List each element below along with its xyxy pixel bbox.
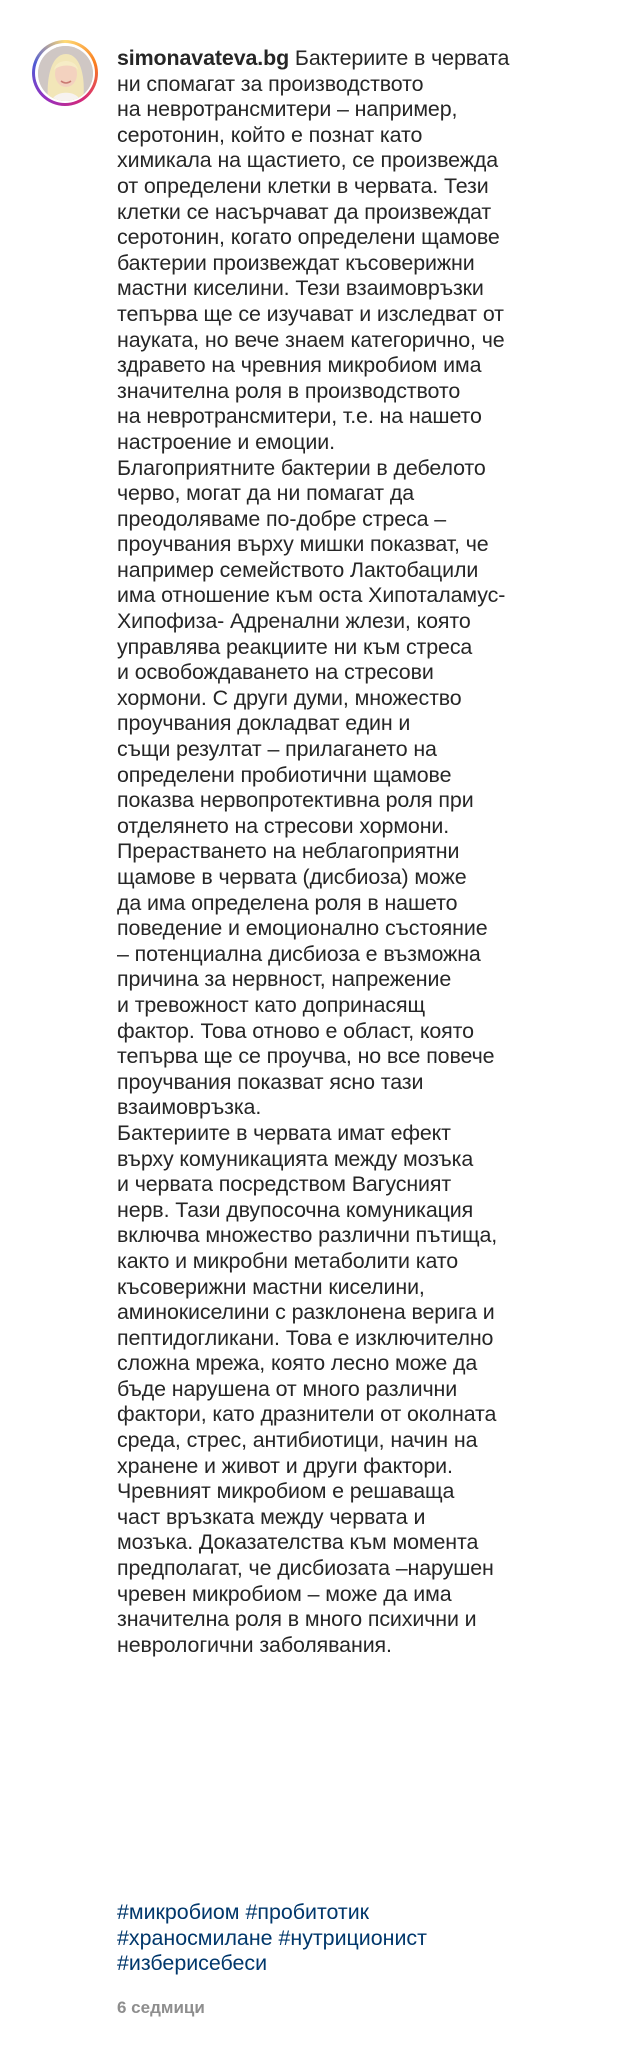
caption-line-text: сложна мрежа, която лесно може да [117,1351,478,1376]
caption-line [117,1249,622,1275]
caption-line [117,1351,622,1377]
caption-line-text: Бактериите в червата имат ефект [117,1120,451,1145]
caption-line-text: – потенциална дисбиоза е възможна [117,941,481,966]
caption-line-text: аминокиселини с разклонена верига и [117,1300,495,1325]
caption-line [117,942,622,968]
caption-line [117,1300,622,1326]
caption-line-text: хормони. С други думи, множество [117,685,462,710]
caption-line-text: черво, могат да ни помагат да [117,481,415,506]
caption-line-text: чревен микробиом – може да има [117,1581,452,1606]
caption-line [117,276,622,302]
caption-line [117,635,622,661]
caption-line-text: Благоприятните бактерии в дебелото [117,455,486,480]
caption-line-text: проучвания върху мишки показват, че [117,532,489,557]
caption-line [117,583,622,609]
caption-line [117,353,622,379]
caption-line [117,1019,622,1045]
caption-line [117,1556,622,1582]
caption-line-text: пептидогликани. Това е изключително [117,1325,494,1350]
caption-line [117,507,622,533]
caption-line-text: включва множество различни пътища, [117,1223,498,1248]
caption-line-text: проучвания показват ясно тази [117,1069,424,1094]
caption-line [117,379,622,405]
caption-line-text: мозъка. Доказателства към момента [117,1530,479,1555]
caption-line-text: отделянето на стресови хормони. [117,813,450,838]
caption-line-text: хранене и живот и други фактори. [117,1453,453,1478]
caption-line-text: определени пробиотични щамове [117,762,452,787]
caption-line [117,1454,622,1480]
caption-line-text: щамове в червата (дисбиоза) може [117,865,467,889]
caption-line [117,1377,622,1403]
profile-photo-icon [38,46,93,101]
caption-line [117,328,622,354]
caption-line-text: както и микробни метаболити като [117,1248,459,1273]
caption-line [117,1402,622,1428]
caption-line-text: клетки се насърчават да произвеждат [117,199,492,224]
caption-line-text: управлява реакциите ни към стреса [117,634,473,659]
caption-line-text: взаимовръзка. [117,1095,262,1120]
caption-line [117,763,622,789]
caption-line [117,1607,622,1633]
caption-line [117,993,622,1019]
caption-line-text: част връзката между червата и [117,1504,426,1529]
caption-line-text: фактори, като дразнители от околната [117,1402,497,1427]
caption-line [117,1505,622,1531]
caption-line [117,839,622,865]
caption-line [117,916,622,942]
caption-line [117,1070,622,1096]
caption-line-text: среда, стрес, антибиотици, начин на [117,1428,478,1453]
post-timestamp[interactable]: 6 седмици [117,1998,205,2017]
caption-line-text: и червата посредством Вагусният [117,1172,452,1197]
caption-text [117,46,622,1658]
caption-line-text: нерв. Тази двупосочна комуникация [117,1197,474,1222]
caption-line [117,1633,622,1659]
caption-line-text: химикала на щастието, се произвежда [117,148,499,173]
caption-line-text: настроение и емоции. [117,429,335,454]
caption-line-text: и тревожност като допринасящ [117,992,425,1017]
caption-line [117,404,622,430]
caption-line-text: на невротрансмитери, т.е. на нашето [117,404,482,429]
caption-line-text: Чревният микробиом е решаваща [117,1479,455,1504]
hashtag-link[interactable]: #нутриционист [278,1925,427,1950]
caption-line [117,891,622,917]
caption-line [117,558,622,584]
hashtag-link[interactable]: #изберисебеси [117,1951,268,1976]
caption-line [117,481,622,507]
caption-line [117,788,622,814]
caption-line [117,430,622,456]
caption-line-text: серотонин, който е познат като [117,122,423,147]
caption-line [117,1044,622,1070]
caption-line [117,1582,622,1608]
caption-line [117,302,622,328]
caption-line [117,532,622,558]
caption-line-text: има отношение към оста Хипоталамус- [117,583,506,608]
caption-line [117,865,622,891]
caption-line-text: Прерастването на неблагоприятни [117,839,460,864]
caption-line [117,1095,622,1121]
avatar-gap [35,43,95,103]
caption-line [117,72,622,98]
caption-line-text: причина за нервност, напрежение [117,967,452,992]
caption-line-text: значителна роля в производството [117,378,461,403]
caption-line-text: късоверижни мастни киселини, [117,1274,425,1299]
caption-line [117,200,622,226]
caption-line [117,737,622,763]
caption-line-text: фактор. Това отново е област, която [117,1018,474,1043]
caption-line [117,1530,622,1556]
caption-line-text: науката, но вече знаем категорично, че [117,327,505,352]
caption-line-text: бактерии произвеждат късоверижни [117,250,475,275]
caption-line-text: тепърва ще се проучва, но все повече [117,1044,495,1069]
hashtag-line [117,1900,622,1926]
caption-line [117,1223,622,1249]
caption-line [117,1121,622,1147]
hashtag-line [117,1951,622,1977]
caption-line [117,967,622,993]
caption-line-text: неврологични заболявания. [117,1632,392,1657]
caption-line [117,686,622,712]
story-ring[interactable] [32,40,98,106]
caption-line-text: от определени клетки в червата. Тези [117,173,489,198]
hashtag-list [117,1900,622,1977]
caption-line [117,174,622,200]
caption-line-text: и освобождаването на стресови [117,660,434,685]
caption-line [117,814,622,840]
caption-line-text: да има определена роля в нашето [117,890,458,915]
hashtag-link[interactable]: #пробитотик [245,1900,370,1924]
caption-line-text: значителна роля в много психични и [117,1607,477,1632]
caption-line [117,711,622,737]
caption-line [117,1198,622,1224]
caption-line-text: преодоляваме по-добре стреса – [117,506,447,531]
caption-line [117,251,622,277]
caption-line-text: Бактериите в червата [294,46,510,70]
caption-line-text: тепърва ще се изучават и изследват от [117,301,504,326]
hashtag-line [117,1926,622,1952]
caption-line-text: например семейството Лактобацили [117,557,479,582]
caption-line [117,1326,622,1352]
caption-line-text: мастни киселини. Тези взаимовръзки [117,276,484,301]
hashtag-link[interactable]: #микробиом [117,1900,240,1924]
caption-line-text: ни спомагат за производството [117,71,424,96]
caption-line-text: проучвания докладват един и [117,711,411,736]
caption-line [117,123,622,149]
caption-line-text: предполагат, че дисбиозата –нарушен [117,1556,494,1581]
caption-line-text: здравето на чревния микробиом има [117,353,482,378]
caption-line [117,1479,622,1505]
caption-line [117,456,622,482]
caption-line [117,1147,622,1173]
caption-line-text: върху комуникацията между мозъка [117,1146,474,1171]
caption-line-text: показва нервопротективна роля при [117,788,474,813]
caption-line [117,46,622,72]
caption-line-text: бъде нарушена от много различни [117,1376,458,1401]
caption-line [117,1428,622,1454]
caption-line-text: поведение и емоционално състояние [117,916,488,941]
caption-line-text: серотонин, когато определени щамове [117,225,500,250]
caption-line-text: същи резултат – прилагането на [117,737,437,762]
avatar[interactable] [38,46,93,101]
hashtag-link[interactable]: #храносмилане [117,1925,273,1950]
username-link[interactable]: simonavateva.bg [117,46,290,70]
caption-line-text: на невротрансмитери – например, [117,97,458,122]
caption-line [117,1275,622,1301]
caption-line [117,148,622,174]
caption-line [117,97,622,123]
caption-line-text: Хипофиза- Адренални жлези, която [117,609,471,634]
caption-line [117,1172,622,1198]
caption-line [117,609,622,635]
caption-line [117,660,622,686]
caption-line [117,225,622,251]
